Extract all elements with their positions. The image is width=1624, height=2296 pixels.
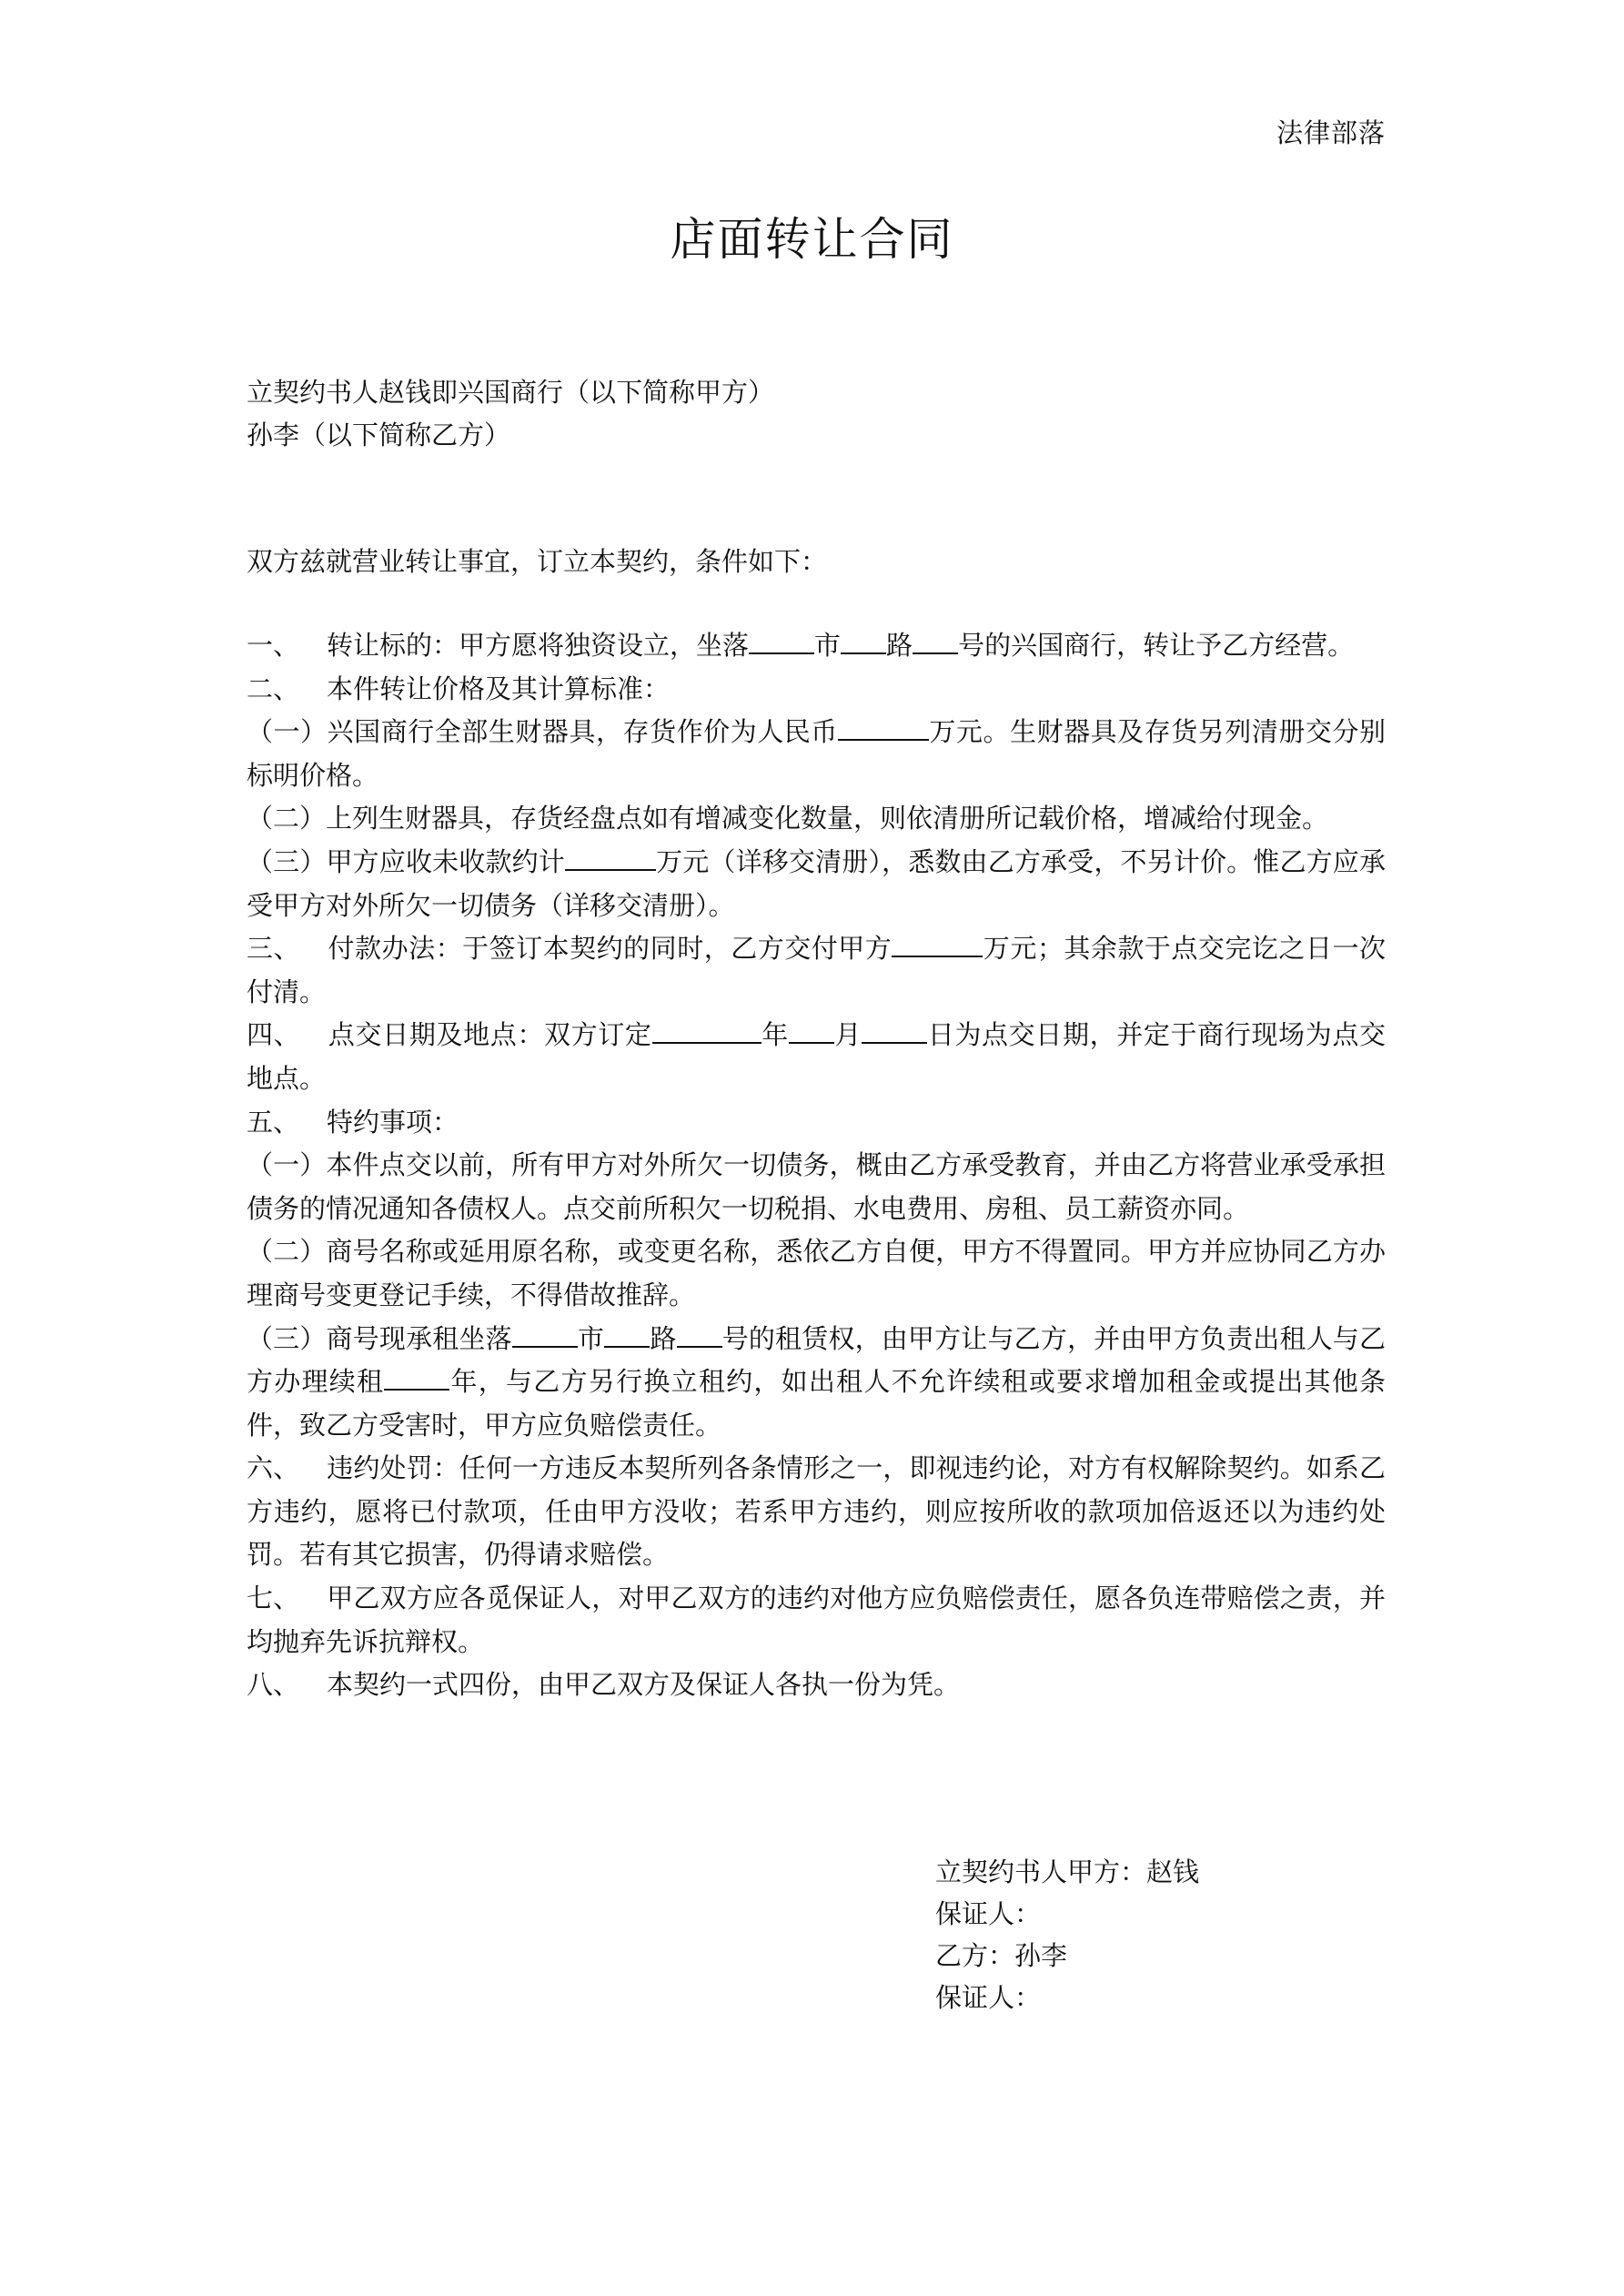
- clause-number: 五、: [247, 1106, 300, 1138]
- blank-amount[interactable]: [838, 715, 929, 741]
- party-b-declaration: 孙李（以下简称乙方）: [247, 420, 511, 450]
- clause-number: 六、: [247, 1452, 300, 1484]
- blank-lease-city[interactable]: [512, 1322, 578, 1348]
- clause-2-3: （三）甲方应收未收款约计 万元（详移交清册），悉数由乙方承受，不另计价。惟乙方应承受甲方对外所欠一切债务（详移交清册）。: [247, 845, 1386, 921]
- blank-number[interactable]: [913, 629, 958, 654]
- signature-guarantor-b: 保证人：: [935, 1982, 1042, 2013]
- clause-2: 二、 本件转让价格及其计算标准：: [247, 673, 671, 704]
- clause-1: 一、 转让标的：甲方愿将独资设立，坐落 市 路 号的兴国商行，转让予乙方经营。: [247, 630, 1355, 661]
- clause-number: 三、: [247, 933, 301, 965]
- clause-4: 四、 点交日期及地点：双方订定 年 月 日为点交日期，并定于商行现场为点交地点。: [247, 1019, 1386, 1094]
- clause-7: 七、 甲乙双方应各觅保证人，对甲乙双方的违约对他方应负赔偿责任，愿各负连带赔偿之责，并均抛弃先诉抗辩权。: [247, 1583, 1386, 1657]
- clause-5: 五、 特约事项：: [247, 1106, 459, 1138]
- clause-number: （二）: [247, 1236, 327, 1268]
- clause-3: 三、 付款办法：于签订本契约的同时，乙方交付甲方 万元；其余款于点交完讫之日一次付清。: [247, 933, 1386, 1007]
- document-title: 店面转让合同: [670, 213, 954, 266]
- clause-8: 八、 本契约一式四份，由甲乙双方及保证人各执一份为凭。: [247, 1669, 961, 1701]
- blank-lease-years[interactable]: [384, 1365, 449, 1391]
- blank-lease-number[interactable]: [677, 1322, 722, 1348]
- clause-number: （一）: [247, 716, 328, 748]
- signature-party-a: 立契约书人甲方：赵钱: [935, 1856, 1200, 1887]
- blank-year[interactable]: [652, 1018, 762, 1044]
- clause-number: 四、: [247, 1019, 301, 1051]
- clause-number: （三）: [247, 845, 327, 877]
- clause-5-2: （二）商号名称或延用原名称，或变更名称，悉依乙方自便，甲方不得置同。甲方并应协同乙方办理商号变更登记手续，不得借故推辞。: [247, 1236, 1386, 1310]
- blank-day[interactable]: [862, 1018, 927, 1044]
- clause-6: 六、 违约处罚：任何一方违反本契所列各条情形之一，即视违约论，对方有权解除契约。如系乙方违约，愿将已付款项，任由甲方没收；若系甲方违约，则应按所收的款项加倍返还以为违约处罚。若有其它损害，仍得请求赔偿。: [247, 1452, 1386, 1571]
- intro-paragraph: 双方兹就营业转让事宜，订立本契约，条件如下：: [247, 546, 828, 577]
- clause-number: 七、: [247, 1583, 300, 1614]
- party-a-declaration: 立契约书人赵钱即兴国商行（以下简称甲方）: [247, 377, 775, 408]
- signature-block: [935, 1851, 1199, 2018]
- clause-5-3: （三）商号现承租坐落 市 路 号的租赁权，由甲方让与乙方，并由甲方负责出租人与乙方办理续租 年，与乙方另行换立租约，如出租人不允许续租或要求增加租金或提出其他条件，致乙方受害时，甲方应负赔偿责任。: [247, 1322, 1386, 1441]
- signature-guarantor-a: 保证人：: [935, 1898, 1042, 1929]
- blank-lease-road[interactable]: [604, 1322, 650, 1348]
- blank-month[interactable]: [789, 1018, 834, 1044]
- clause-number: 八、: [247, 1669, 300, 1701]
- clause-number: （三）: [247, 1322, 327, 1354]
- blank-receivable[interactable]: [565, 845, 656, 871]
- source-label: 法律部落: [1276, 117, 1386, 148]
- clause-number: （二）: [247, 803, 327, 834]
- blank-road[interactable]: [841, 629, 886, 654]
- clause-number: 二、: [247, 673, 300, 704]
- signature-party-b: 乙方：孙李: [935, 1940, 1068, 1971]
- clause-5-1: （一）本件点交以前，所有甲方对外所欠一切债务，概由乙方承受教育，并由乙方将营业承受承担债务的情况通知各债权人。点交前所积欠一切税捐、水电费用、房租、员工薪资亦同。: [247, 1149, 1386, 1224]
- blank-city[interactable]: [749, 629, 814, 654]
- clause-2-1: （一）兴国商行全部生财器具，存货作价为人民币 万元。生财器具及存货另列清册交分别标明价格。: [247, 716, 1386, 791]
- clause-number: （一）: [247, 1149, 327, 1181]
- clause-2-2: （二）上列生财器具，存货经盘点如有增减变化数量，则依清册所记载价格，增减给付现金。: [247, 803, 1329, 834]
- clauses: [247, 624, 1386, 1707]
- blank-payment[interactable]: [892, 932, 983, 957]
- clause-number: 一、: [247, 630, 300, 661]
